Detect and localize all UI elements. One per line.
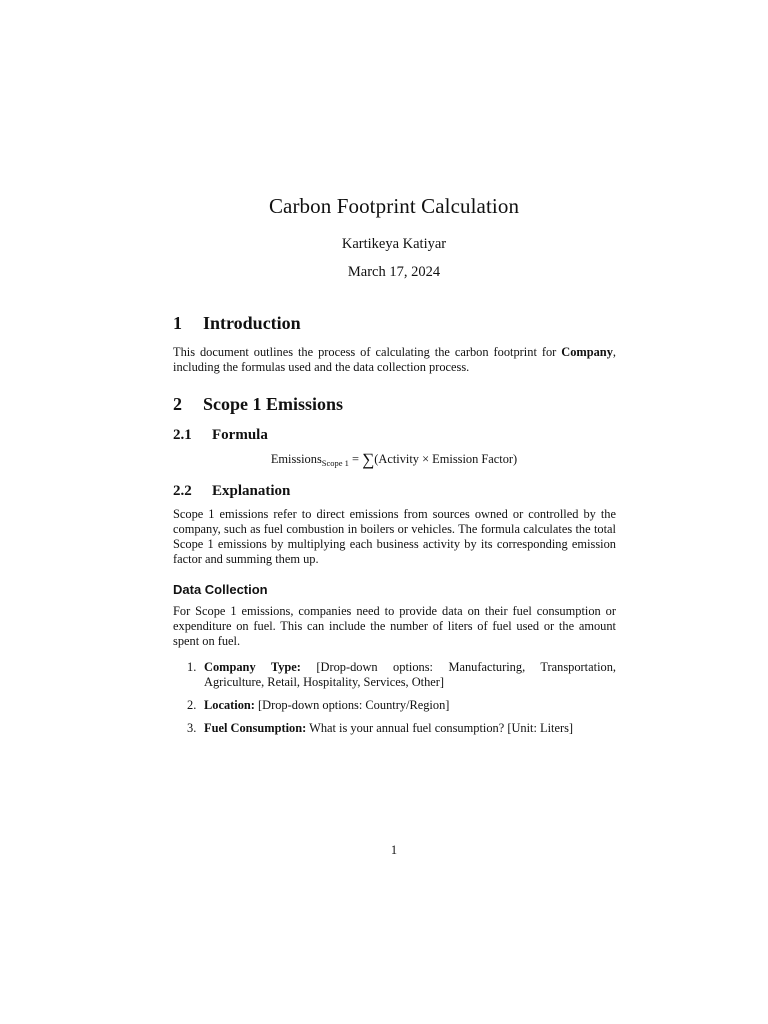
company-name: Company: [561, 345, 613, 359]
item-label: Location:: [204, 698, 255, 712]
intro-text: This document outlines the process of calculating the carbon footprint for: [173, 345, 562, 359]
explanation-paragraph: Scope 1 emissions refer to direct emissions from sources owned or controlled by the company, such as fuel combustion in boilers or vehicles. The formula calculates the total Scope 1 emissions by multiplying each business activity by its corresponding emission factor and summing them up.: [173, 507, 616, 566]
item-label: Company Type:: [204, 660, 301, 674]
data-collection-list: [173, 660, 616, 744]
list-marker: 3.: [187, 721, 197, 735]
subsection-title: Formula: [212, 427, 268, 443]
section-heading-introduction: [173, 313, 301, 334]
data-collection-paragraph: For Scope 1 emissions, companies need to provide data on their fuel consumption or expenditure on fuel. This can include the number of liters of fuel used or the amount spent on fuel.: [173, 604, 616, 648]
document-title: Carbon Footprint Calculation: [268, 194, 520, 218]
formula-rhs: (Activity × Emission Factor): [374, 452, 518, 466]
section-heading-scope1: [173, 394, 343, 415]
list-item: [173, 660, 616, 690]
section-number: 1: [173, 313, 182, 333]
subsection-number: 2.2: [173, 483, 192, 499]
subsection-title: Explanation: [212, 483, 291, 499]
summation-symbol: ∑: [362, 450, 375, 469]
data-collection-heading: Data Collection: [173, 582, 268, 597]
intro-text-end: , including the formulas used and the data collection process.: [173, 345, 616, 374]
emissions-formula: [0, 450, 768, 470]
list-marker: 2.: [187, 698, 197, 712]
section-number: 2: [173, 394, 182, 414]
formula-lhs: Emissions: [270, 452, 322, 466]
subsection-heading-explanation: [173, 483, 290, 500]
document-author: Kartikeya Katiyar: [341, 236, 447, 252]
subsection-heading-formula: [173, 427, 268, 444]
section-title: Scope 1 Emissions: [203, 394, 344, 414]
item-text: [Drop-down options: Manufacturing, Transportation, Agriculture, Retail, Hospitality, Services, Other]: [204, 660, 616, 689]
list-item: [173, 721, 616, 736]
subsection-number: 2.1: [173, 427, 192, 443]
item-text: What is your annual fuel consumption? [Unit: Liters]: [306, 721, 574, 735]
formula-subscript: Scope 1: [321, 458, 349, 468]
introduction-paragraph: [173, 345, 616, 375]
item-text: [Drop-down options: Country/Region]: [254, 698, 450, 712]
page-number: 1: [390, 843, 398, 857]
list-item: [173, 698, 616, 713]
item-label: Fuel Consumption:: [204, 721, 307, 735]
document-date: March 17, 2024: [347, 264, 441, 280]
section-title: Introduction: [203, 313, 301, 333]
list-marker: 1.: [187, 660, 197, 674]
formula-equals: =: [352, 452, 360, 466]
